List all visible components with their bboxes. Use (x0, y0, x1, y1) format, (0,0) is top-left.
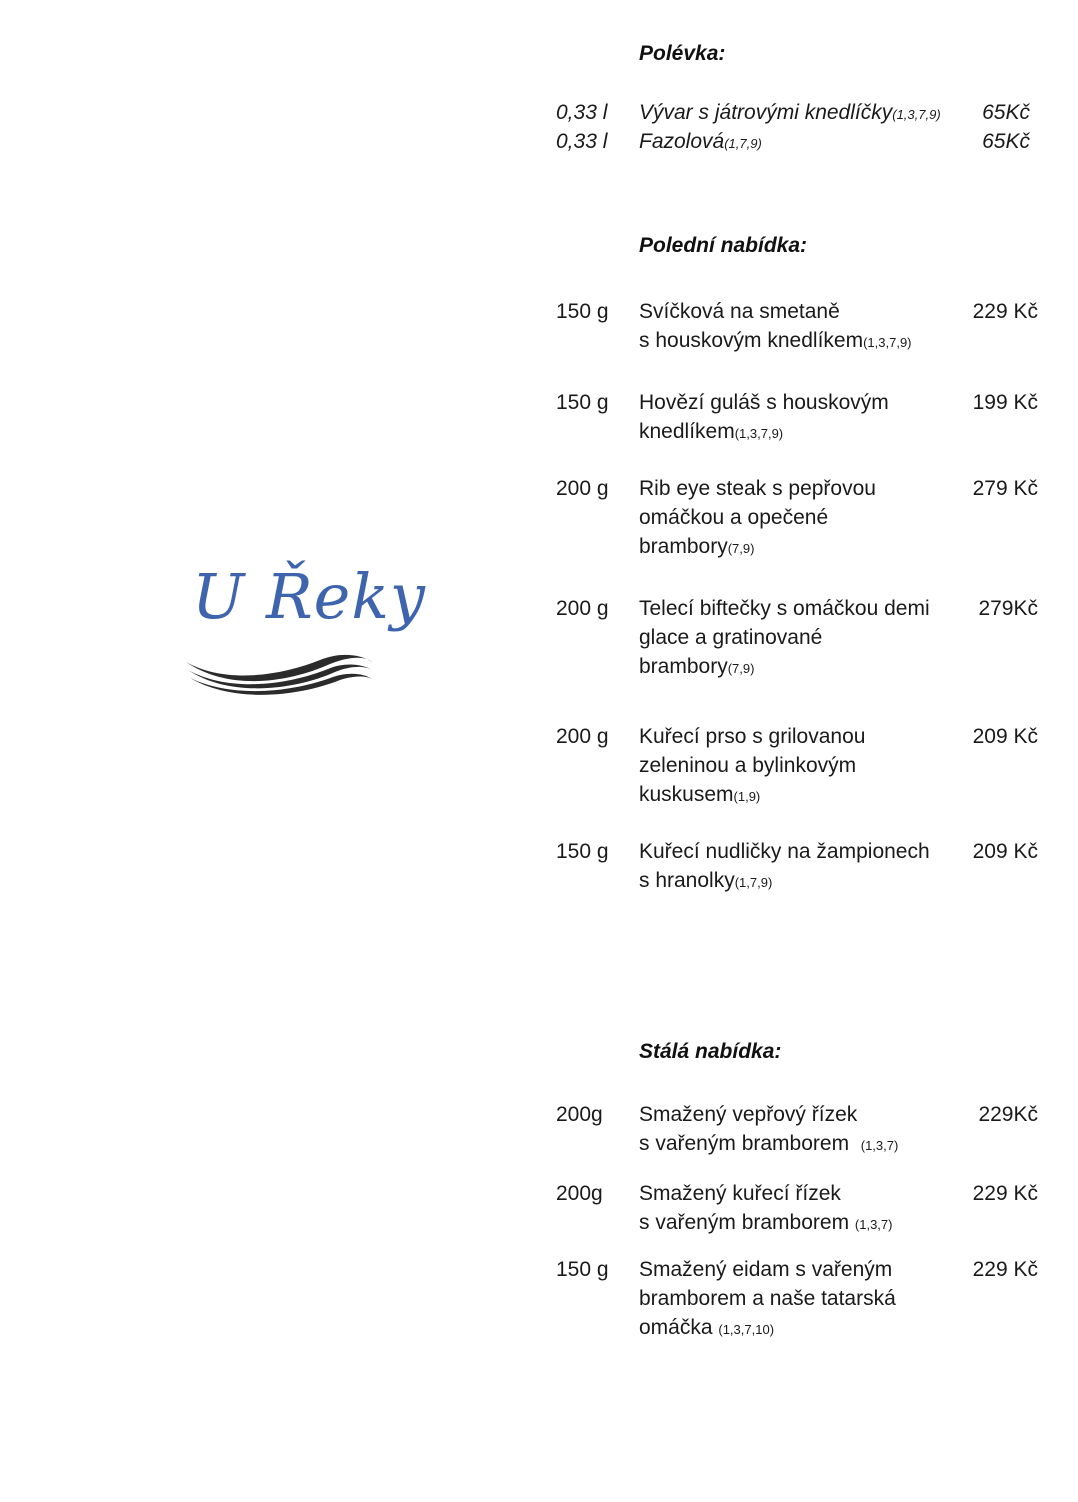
item-quantity: 150 g (556, 300, 609, 323)
item-name (639, 722, 949, 811)
item-name (639, 474, 949, 563)
item-name-line: omáčka (639, 1316, 719, 1339)
item-allergens: (1,3,7,9) (863, 335, 912, 350)
item-name-line: Fazolová (639, 130, 725, 153)
item-name-line: s hranolky (639, 869, 735, 892)
item-quantity: 200 g (556, 477, 609, 500)
item-name-line: Rib eye steak s pepřovou (639, 477, 876, 500)
item-allergens: (1,3,7,9) (734, 426, 784, 441)
item-name (639, 297, 949, 357)
item-quantity: 150 g (556, 1258, 609, 1281)
item-name (639, 1255, 949, 1344)
item-name (639, 1179, 949, 1239)
item-quantity: 0,33 l (556, 101, 608, 124)
item-name-line: Vývar s játrovými knedlíčky (639, 101, 893, 124)
item-name-line: omáčkou a opečené (639, 506, 829, 529)
item-quantity: 200g (556, 1182, 603, 1205)
lunch-heading: Polední nabídka: (639, 234, 808, 257)
item-allergens: (1,3,7,9) (892, 107, 941, 122)
item-name-line: s vařeným bramborem (639, 1132, 861, 1155)
item-name-line: brambory (639, 535, 728, 558)
item-quantity: 200g (556, 1103, 603, 1126)
item-price: 229Kč (978, 1103, 1038, 1126)
item-quantity: 200 g (556, 597, 609, 620)
restaurant-logo (180, 560, 426, 700)
item-price: 229 Kč (972, 1182, 1038, 1205)
item-name-line: Telecí biftečky s omáčkou demi (639, 597, 930, 620)
item-name (639, 127, 949, 158)
item-price: 199 Kč (972, 391, 1038, 414)
item-price: 209 Kč (972, 725, 1038, 748)
item-name (639, 98, 949, 129)
item-name-line: Hovězí guláš s houskovým (639, 391, 889, 414)
item-price: 65Kč (982, 130, 1030, 153)
item-quantity: 0,33 l (556, 130, 608, 153)
item-name-line: s vařeným bramborem (639, 1211, 855, 1234)
item-name-line: s houskovým knedlíkem (639, 329, 864, 352)
item-price: 229 Kč (972, 1258, 1038, 1281)
item-name (639, 837, 949, 897)
item-name (639, 388, 949, 448)
item-allergens: (7,9) (727, 541, 755, 556)
item-allergens: (1,7,9) (734, 875, 773, 890)
item-name-line: Smažený eidam s vařeným (639, 1258, 893, 1281)
item-name-line: knedlíkem (639, 420, 735, 443)
item-name-line: glace a gratinované (639, 626, 823, 649)
item-price: 65Kč (982, 101, 1030, 124)
item-quantity: 150 g (556, 391, 609, 414)
item-name-line: Smažený kuřecí řízek (639, 1182, 841, 1205)
item-name (639, 1100, 949, 1160)
item-allergens: (1,3,7) (860, 1138, 899, 1153)
item-allergens: (1,3,7) (854, 1217, 893, 1232)
item-name-line: brambory (639, 655, 728, 678)
item-allergens: (1,9) (733, 789, 761, 804)
standing-heading: Stálá nabídka: (639, 1040, 782, 1063)
item-price: 279Kč (978, 597, 1038, 620)
item-name-line: zeleninou a bylinkovým (639, 754, 857, 777)
item-name-line: kuskusem (639, 783, 734, 806)
item-price: 279 Kč (972, 477, 1038, 500)
item-allergens: (1,3,7,10) (718, 1322, 775, 1337)
item-name-line: Svíčková na smetaně (639, 300, 840, 323)
item-quantity: 200 g (556, 725, 609, 748)
logo-text: U Řeky (192, 560, 426, 633)
item-name-line: Kuřecí prso s grilovanou (639, 725, 866, 748)
item-allergens: (7,9) (727, 661, 755, 676)
item-price: 209 Kč (972, 840, 1038, 863)
item-name-line: Kuřecí nudličky na žampionech (639, 840, 930, 863)
item-name-line: Smažený vepřový řízek (639, 1103, 858, 1126)
item-allergens: (1,7,9) (724, 136, 762, 151)
wave-logo-icon (180, 642, 375, 702)
item-name (639, 594, 949, 683)
soup-heading: Polévka: (639, 42, 726, 65)
item-name-line: bramborem a naše tatarská (639, 1287, 896, 1310)
item-price: 229 Kč (972, 300, 1038, 323)
item-quantity: 150 g (556, 840, 609, 863)
